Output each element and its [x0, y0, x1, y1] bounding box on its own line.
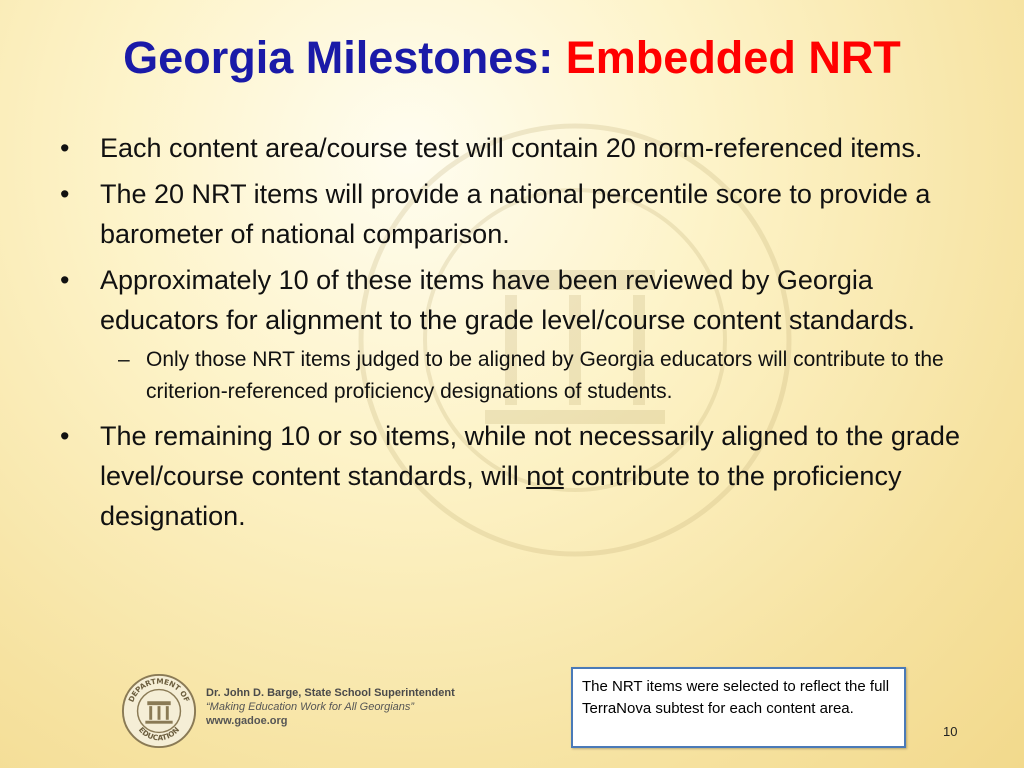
- bullet-item: [60, 174, 970, 254]
- title-part-blue: Georgia Milestones:: [123, 32, 554, 83]
- slide-title: [0, 28, 1024, 88]
- bullet-text: Each content area/course test will contain 20 norm-referenced items.: [100, 133, 923, 163]
- seal-text-bottom: EDUCATION: [136, 725, 182, 743]
- callout-text: The NRT items were selected to reflect the full TerraNova subtest for each content area.: [582, 678, 890, 717]
- footer-credits: [206, 686, 455, 728]
- bullet-item: [60, 128, 970, 168]
- website-link[interactable]: www.gadoe.org: [206, 715, 288, 727]
- page-number: 10: [943, 724, 958, 739]
- bullet-text-after: contribute to the proficiency designation.: [100, 461, 902, 531]
- seal-text-top: DEPARTMENT OF: [126, 676, 192, 704]
- bullet-text-before: The remaining 10 or so items, while not necessarily aligned to the grade level/course content standards, will: [100, 421, 960, 491]
- superintendent-name: Dr. John D. Barge, State School Superintendent: [206, 687, 455, 699]
- bullet-list: [60, 128, 970, 542]
- bullet-text: Approximately 10 of these items have been reviewed by Georgia educators for alignment to the grade level/course content standards.: [100, 265, 915, 335]
- sub-bullet-text: Only those NRT items judged to be aligned by Georgia educators will contribute to the criterion-referenced proficiency designations of students.: [146, 348, 944, 403]
- bullet-item: [60, 416, 970, 536]
- sub-bullet-item: [60, 344, 970, 408]
- department-of-education-seal-icon: [120, 672, 198, 750]
- note-callout-box: [571, 667, 906, 748]
- footer-motto: “Making Education Work for All Georgians”: [206, 701, 415, 713]
- bullet-text: The 20 NRT items will provide a national percentile score to provide a barometer of national comparison.: [100, 179, 931, 249]
- bullet-item: [60, 260, 970, 340]
- emphasis-not: not: [526, 461, 564, 491]
- title-part-red: Embedded NRT: [565, 32, 901, 83]
